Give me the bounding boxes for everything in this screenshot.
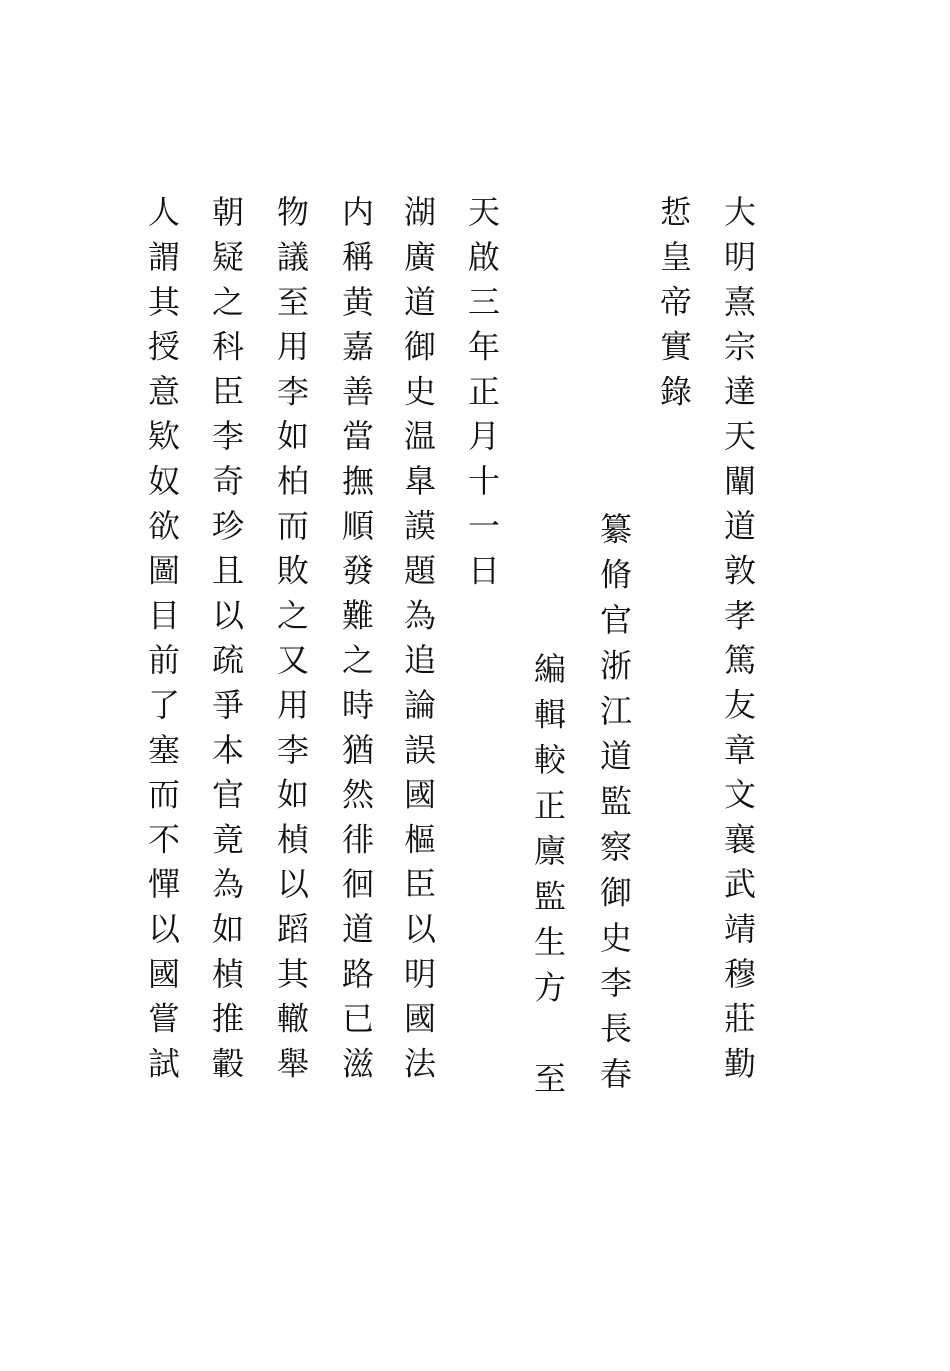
text-column-body-1: 湖廣道御史温臯謨題為追論誤國樞臣以明國法	[399, 195, 437, 1091]
text-column-compiler: 纂脩官浙江道監察御史李長春	[595, 512, 633, 1103]
text-column-body-4: 朝疑之科臣李奇珍且以疏爭本官竟為如楨推轂	[207, 195, 245, 1091]
text-column-body-3: 物議至用李如柏而敗之又用李如楨以蹈其轍舉	[272, 195, 310, 1091]
text-column-date: 天啟三年正月十一日	[463, 195, 501, 599]
text-column-title-cont: 悊皇帝實錄	[655, 195, 693, 419]
text-column-body-5: 人謂其授意欵奴欲圖目前了塞而不憚以國嘗試	[143, 195, 181, 1091]
text-column-title: 大明熹宗達天闡道敦孝篤友章文襄武靖穆莊勤	[719, 195, 757, 1091]
text-column-body-2: 内稱黄嘉善當撫順發難之時猶然徘徊道路已滋	[337, 195, 375, 1091]
text-column-editor: 編輯較正廪監生方 至	[529, 652, 567, 1107]
